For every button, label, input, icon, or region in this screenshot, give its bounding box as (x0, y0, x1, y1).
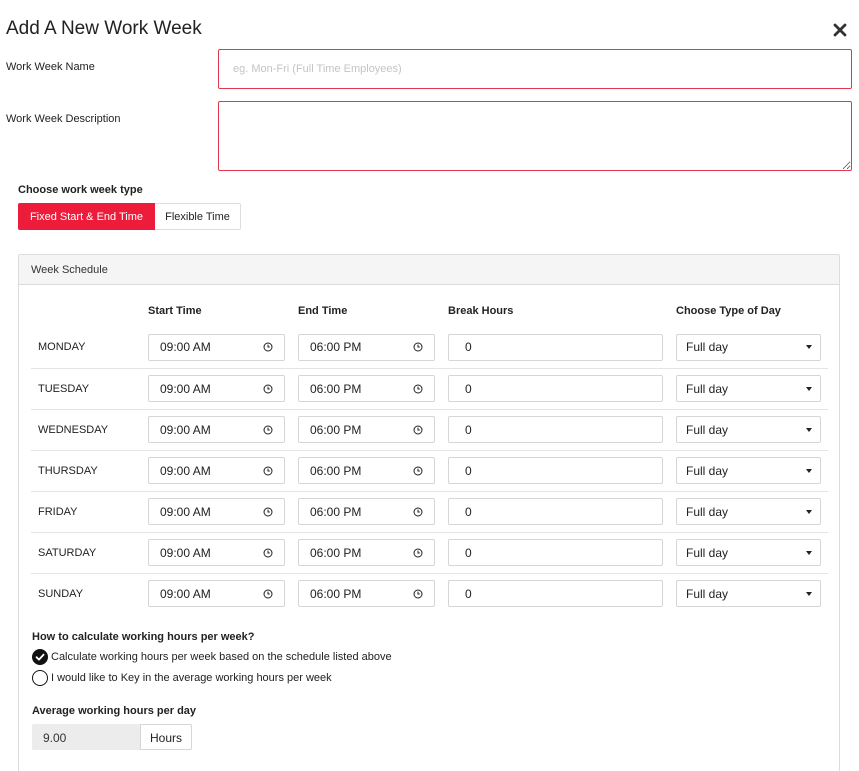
day-column-header (31, 295, 148, 327)
end-time-cell (298, 491, 448, 532)
work-week-name-input[interactable] (218, 49, 852, 89)
clock-icon (413, 589, 423, 599)
start-time-input[interactable] (148, 334, 285, 361)
break-hours-value: 0 (465, 504, 472, 519)
day-label: SUNDAY (31, 573, 148, 614)
end-time-value: 06:00 PM (310, 340, 362, 355)
break-hours-header: Break Hours (448, 305, 514, 317)
calc-schedule-label: Calculate working hours per week based on the schedule listed above (51, 651, 392, 663)
average-hours-unit: Hours (140, 724, 192, 750)
start-time-cell (148, 573, 298, 614)
schedule-row (31, 491, 828, 532)
break-hours-cell (448, 409, 676, 450)
type-of-day-select[interactable] (676, 375, 821, 402)
end-time-cell (298, 532, 448, 573)
day-label: SATURDAY (31, 532, 148, 573)
start-time-cell (148, 491, 298, 532)
break-hours-value: 0 (465, 545, 472, 560)
week-schedule-panel (18, 254, 840, 771)
day-label: WEDNESDAY (31, 409, 148, 450)
schedule-row (31, 532, 828, 573)
break-hours-value: 0 (465, 586, 472, 601)
type-of-day-value: Full day (686, 504, 729, 519)
end-time-input[interactable] (298, 375, 435, 402)
type-of-day-value: Full day (686, 340, 729, 355)
end-time-value: 06:00 PM (310, 504, 362, 519)
end-time-input[interactable] (298, 457, 435, 484)
radio-checked-icon (32, 649, 48, 665)
work-week-type-toggle (18, 203, 241, 230)
break-hours-cell (448, 532, 676, 573)
break-hours-input[interactable] (448, 457, 663, 484)
type-of-day-select[interactable] (676, 334, 821, 361)
clock-icon (413, 425, 423, 435)
day-label: FRIDAY (31, 491, 148, 532)
day-label: MONDAY (38, 341, 86, 354)
type-of-day-value: Full day (686, 545, 729, 560)
type-of-day-cell (676, 491, 828, 532)
type-of-day-cell (676, 450, 828, 491)
caret-down-icon (806, 387, 812, 391)
schedule-row (31, 409, 828, 450)
end-time-input[interactable] (298, 539, 435, 566)
end-time-cell (298, 450, 448, 491)
type-of-day-select[interactable] (676, 416, 821, 443)
radio-unchecked-icon (32, 670, 48, 686)
end-time-input[interactable] (298, 498, 435, 525)
clock-icon (263, 466, 273, 476)
end-time-input[interactable] (298, 416, 435, 443)
start-time-value: 09:00 AM (160, 381, 211, 396)
caret-down-icon (806, 469, 812, 473)
clock-icon (263, 425, 273, 435)
calc-method-label: How to calculate working hours per week? (32, 631, 255, 643)
work-week-type-label: Choose work week type (18, 184, 143, 196)
caret-down-icon (806, 592, 812, 596)
end-time-cell (298, 409, 448, 450)
week-schedule-header: Week Schedule (19, 255, 839, 285)
start-time-input[interactable] (148, 457, 285, 484)
clock-icon (413, 384, 423, 394)
schedule-table (31, 295, 828, 614)
break-hours-input[interactable] (448, 334, 663, 361)
average-hours-group (32, 724, 192, 750)
start-time-input[interactable] (148, 539, 285, 566)
clock-icon (413, 548, 423, 558)
page-title: Add A New Work Week (6, 18, 202, 39)
caret-down-icon (806, 551, 812, 555)
end-time-cell (298, 368, 448, 409)
average-hours-input[interactable]: 9.00 (32, 724, 140, 750)
break-hours-input[interactable] (448, 539, 663, 566)
clock-icon (263, 589, 273, 599)
calc-schedule-radio[interactable] (32, 649, 392, 665)
type-of-day-value: Full day (686, 463, 729, 478)
type-of-day-header: Choose Type of Day (676, 305, 781, 317)
end-time-value: 06:00 PM (310, 545, 362, 560)
type-of-day-cell (676, 368, 828, 409)
average-hours-label: Average working hours per day (32, 705, 197, 717)
break-hours-input[interactable] (448, 416, 663, 443)
type-of-day-cell (676, 409, 828, 450)
work-week-description-input[interactable] (218, 101, 852, 171)
type-of-day-value: Full day (686, 422, 729, 437)
schedule-row (31, 368, 828, 409)
caret-down-icon (806, 510, 812, 514)
start-time-cell (148, 450, 298, 491)
end-time-cell (298, 573, 448, 614)
type-of-day-select[interactable] (676, 457, 821, 484)
type-of-day-select[interactable] (676, 498, 821, 525)
flexible-time-button[interactable]: Flexible Time (155, 203, 241, 230)
schedule-row (31, 573, 828, 614)
clock-icon (413, 466, 423, 476)
clock-icon (413, 507, 423, 517)
start-time-value: 09:00 AM (160, 545, 211, 560)
calc-manual-radio[interactable] (32, 670, 332, 686)
clock-icon (263, 342, 273, 352)
start-time-cell (148, 327, 298, 368)
schedule-row (31, 450, 828, 491)
clock-icon (413, 342, 423, 352)
end-time-value: 06:00 PM (310, 381, 362, 396)
start-time-value: 09:00 AM (160, 504, 211, 519)
type-of-day-select[interactable] (676, 580, 821, 607)
clock-icon (263, 384, 273, 394)
start-time-value: 09:00 AM (160, 586, 211, 601)
end-time-cell (298, 327, 448, 368)
type-of-day-select[interactable] (676, 539, 821, 566)
break-hours-value: 0 (465, 463, 472, 478)
break-hours-value: 0 (465, 422, 472, 437)
break-hours-input[interactable] (448, 375, 663, 402)
start-time-input[interactable] (148, 580, 285, 607)
close-icon[interactable] (832, 22, 850, 40)
end-time-value: 06:00 PM (310, 586, 362, 601)
clock-icon (263, 507, 273, 517)
work-week-description-label: Work Week Description (6, 113, 121, 125)
type-of-day-value: Full day (686, 586, 729, 601)
type-of-day-cell (676, 327, 828, 368)
break-hours-cell (448, 491, 676, 532)
end-time-input[interactable] (298, 580, 435, 607)
type-of-day-value: Full day (686, 381, 729, 396)
start-time-input[interactable] (148, 498, 285, 525)
start-time-value: 09:00 AM (160, 463, 211, 478)
break-hours-cell (448, 327, 676, 368)
end-time-input[interactable] (298, 334, 435, 361)
type-of-day-cell (676, 573, 828, 614)
end-time-value: 06:00 PM (310, 463, 362, 478)
break-hours-cell (448, 573, 676, 614)
day-label: THURSDAY (31, 450, 148, 491)
start-time-header: Start Time (148, 305, 202, 317)
break-hours-value: 0 (465, 340, 472, 355)
schedule-row (31, 327, 828, 368)
break-hours-cell (448, 450, 676, 491)
start-time-value: 09:00 AM (160, 340, 211, 355)
start-time-value: 09:00 AM (160, 422, 211, 437)
break-hours-input[interactable] (448, 498, 663, 525)
start-time-input[interactable] (148, 375, 285, 402)
start-time-input[interactable] (148, 416, 285, 443)
day-label: TUESDAY (31, 368, 148, 409)
caret-down-icon (806, 428, 812, 432)
work-week-name-label: Work Week Name (6, 61, 95, 73)
break-hours-value: 0 (465, 381, 472, 396)
fixed-time-button[interactable]: Fixed Start & End Time (18, 203, 155, 230)
type-of-day-cell (676, 532, 828, 573)
clock-icon (263, 548, 273, 558)
start-time-cell (148, 368, 298, 409)
end-time-header: End Time (298, 305, 348, 317)
end-time-value: 06:00 PM (310, 422, 362, 437)
calc-manual-label: I would like to Key in the average working hours per week (51, 672, 332, 684)
break-hours-cell (448, 368, 676, 409)
start-time-cell (148, 532, 298, 573)
caret-down-icon (806, 345, 812, 349)
break-hours-input[interactable] (448, 580, 663, 607)
start-time-cell (148, 409, 298, 450)
